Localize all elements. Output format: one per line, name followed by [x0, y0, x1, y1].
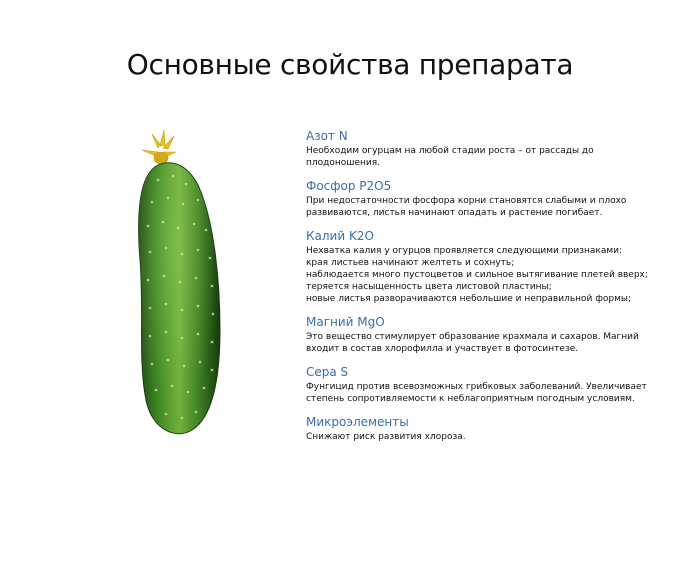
property-text-line: степень сопротивляемости к неблагоприятным погодным условиям.: [306, 394, 635, 404]
property-title: Микроэлементы: [306, 415, 409, 429]
page-title: Основные свойства препарата: [126, 48, 574, 81]
property-text-line: новые листья разворачиваются небольшие и неправильной формы;: [306, 294, 632, 304]
property-text-line: Необходим огурцам на любой стадии роста – от рассады до: [306, 146, 594, 156]
property-text-line: Фунгицид против всевозможных грибковых заболеваний. Увеличивает: [306, 382, 647, 392]
property-text-line: Нехватка калия у огурцов проявляется следующими признаками:: [306, 246, 623, 256]
property-sulfur: [306, 365, 696, 405]
property-text-line: наблюдается много пустоцветов и сильное вытягивание плетей вверх;: [306, 270, 648, 280]
property-title: Азот N: [306, 129, 348, 143]
property-text-line: развиваются, листья начинают опадать и растение погибает.: [306, 208, 603, 218]
property-text-line: края листьев начинают желтеть и сохнуть;: [306, 258, 515, 268]
property-text-line: плодоношения.: [306, 158, 381, 168]
property-title: Магний MgO: [306, 315, 385, 329]
property-magnesium: [306, 315, 696, 355]
property-text-line: входит в состав хлорофилла и участвует в фотосинтезе.: [306, 344, 579, 354]
property-text-line: При недостаточности фосфора корни становятся слабыми и плохо: [306, 196, 627, 206]
cucumber-flower: [142, 130, 176, 164]
property-title: Калий K2O: [306, 229, 374, 243]
property-phosphorus: [306, 179, 696, 219]
property-nitrogen: [306, 129, 696, 169]
cucumber-image: [128, 130, 228, 440]
property-text-line: Это вещество стимулирует образование крахмала и сахаров. Магний: [306, 332, 639, 342]
property-text-line: Снижают риск развития хлороза.: [306, 432, 466, 442]
property-potassium: [306, 229, 696, 305]
property-title: Сера S: [306, 365, 349, 379]
property-text-line: теряется насыщенность цвета листовой пластины;: [306, 282, 552, 292]
property-microelements: [306, 415, 696, 443]
properties-list: [306, 129, 696, 453]
property-title: Фосфор P2O5: [306, 179, 392, 193]
